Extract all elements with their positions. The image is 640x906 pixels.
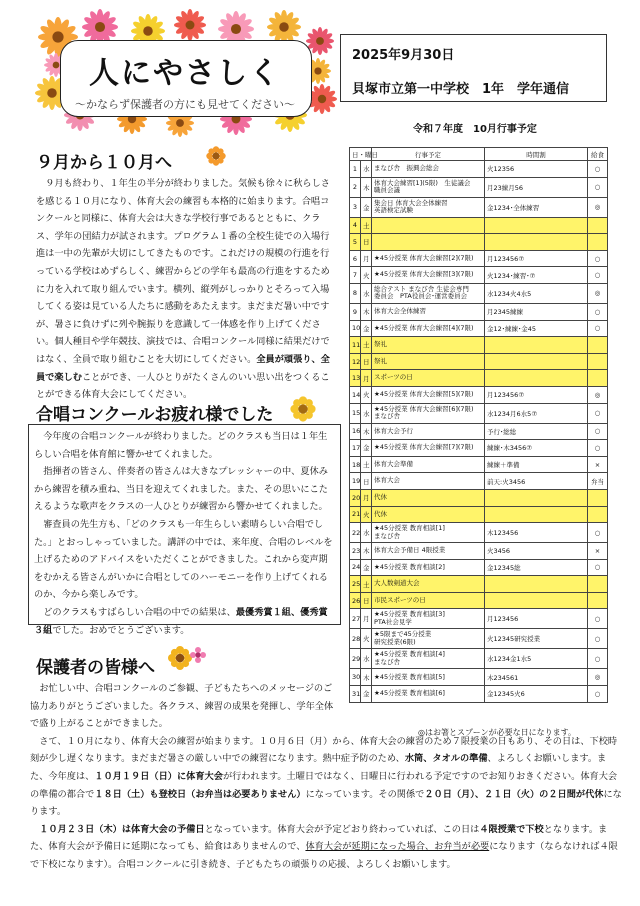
calendar-weekday: 月	[361, 609, 372, 629]
calendar-day: 10	[350, 320, 361, 337]
calendar-lunch: ◎	[588, 197, 608, 217]
calendar-event: 祭礼	[372, 337, 485, 354]
calendar-timetable	[485, 489, 588, 506]
calendar-timetable: 月2345練練	[485, 303, 588, 320]
section3-p3b: となっています。体育大会が予定どおり終わっていれば、この日は	[204, 823, 480, 835]
calendar-weekday: 土	[361, 217, 372, 234]
section3-p2f: １８日（土）も登校日（お弁当は必要ありません）	[94, 788, 306, 800]
calendar-timetable	[485, 234, 588, 251]
calendar-lunch: ×	[588, 543, 608, 560]
calendar-weekday: 月	[361, 250, 372, 267]
calendar-event: ★45分授業 体育大会練習[7](7限)	[372, 440, 485, 457]
calendar-weekday: 火	[361, 506, 372, 523]
calendar-event: ★45分授業 教育相談[5]	[372, 669, 485, 686]
section2-p3: 審査員の先生方も、「どのクラスも一年生らしい素晴らしい合唱でした。」とおっしゃっていました。講評の中では、来年度、合唱のレベルを上げるためのアドバイスをいただくことができました。これから変声期をむかえる皆さんがいかに合唱としてのハーモニーを作り上げてくれるのか、今から楽しみです。	[34, 518, 333, 601]
calendar-lunch: ◎	[588, 669, 608, 686]
section1-heading: ９月から１０月へ	[36, 153, 172, 173]
calendar-row	[350, 576, 608, 593]
calendar-weekday: 日	[361, 473, 372, 490]
calendar-timetable: 水1234火4水5	[485, 283, 588, 303]
calendar-row	[350, 303, 608, 320]
calendar-row	[350, 403, 608, 423]
calendar-event: ★45分授業 教育相談[1] まなび舎	[372, 523, 485, 543]
section3-p1: お忙しい中、合唱コンクールのご参観、子どもたちへのメッセージのご協力ありがとうございました。各クラス、練習の成果を発揮し、学年全体で盛り上がることができました。	[30, 683, 334, 730]
calendar-lunch: ○	[588, 523, 608, 543]
calendar-row	[350, 353, 608, 370]
school-name: 貝塚市立第一中学校 1年 学年通信	[352, 82, 570, 97]
calendar-lunch	[588, 489, 608, 506]
calendar-timetable: 火12345研究授業	[485, 629, 588, 649]
calendar-row	[350, 440, 608, 457]
calendar-weekday: 水	[361, 161, 372, 178]
calendar-lunch: ○	[588, 629, 608, 649]
calendar-timetable: 木234561	[485, 669, 588, 686]
calendar-day: 21	[350, 506, 361, 523]
section2-p4-end: でした。おめでとうございます。	[52, 624, 190, 636]
calendar-row	[350, 177, 608, 197]
calendar-day: 5	[350, 234, 361, 251]
calendar-weekday: 水	[361, 283, 372, 303]
calendar-event: ★45分授業 教育相談[6]	[372, 686, 485, 703]
calendar-weekday: 月	[361, 370, 372, 387]
calendar-lunch	[588, 576, 608, 593]
calendar-row	[350, 283, 608, 303]
calendar-lunch: ○	[588, 320, 608, 337]
calendar-row	[350, 686, 608, 703]
calendar-timetable	[485, 337, 588, 354]
calendar-day: 22	[350, 523, 361, 543]
calendar-row	[350, 370, 608, 387]
calendar-lunch	[588, 353, 608, 370]
calendar-day: 18	[350, 456, 361, 473]
calendar-lunch: ×	[588, 456, 608, 473]
calendar-day: 1	[350, 161, 361, 178]
calendar-row	[350, 320, 608, 337]
calendar-weekday: 火	[361, 267, 372, 284]
page-title: 人にやさしく	[89, 56, 281, 91]
calendar-day: 30	[350, 669, 361, 686]
calendar-event: 体育大会予備日 4限授業	[372, 543, 485, 560]
calendar-event	[372, 217, 485, 234]
issue-date: 2025年9月30日	[352, 48, 455, 63]
calendar-event: ★45分授業 教育相談[2]	[372, 559, 485, 576]
calendar-timetable: 金12345総	[485, 559, 588, 576]
calendar-weekday: 水	[361, 523, 372, 543]
calendar-timetable	[485, 576, 588, 593]
calendar-event: ★45分授業 体育大会練習[5](7限)	[372, 386, 485, 403]
calendar-lunch	[588, 217, 608, 234]
section3-p2e: が行われます。土曜日ではなく、日曜日に行われる予定ですのでお知りおきください。体育大会の準備の都合で	[30, 770, 618, 800]
calendar-day: 28	[350, 629, 361, 649]
calendar-row	[350, 669, 608, 686]
calendar-header-lunch: 給食	[588, 148, 608, 161]
section2-p2: 指揮者の皆さん、伴奏者の皆さんは大きなプレッシャーの中、夏休みから練習を積み重ね、当日を迎えてくれました。また、その思いにこたえるような歌声をクラスの一人ひとりが練習から響かせてくれました。	[34, 466, 328, 513]
calendar-event: ★45分授業 体育大会練習[6](7限) まなび舎	[372, 403, 485, 423]
section3-heading: 保護者の皆様へ	[36, 658, 155, 678]
calendar-weekday: 水	[361, 649, 372, 669]
calendar-lunch: ◎	[588, 386, 608, 403]
calendar-row	[350, 161, 608, 178]
calendar-timetable: 予行･総総	[485, 423, 588, 440]
calendar-weekday: 金	[361, 320, 372, 337]
section3-body	[30, 680, 622, 874]
calendar-event: 代休	[372, 506, 485, 523]
calendar-title: 令和７年度 10月行事予定	[413, 124, 537, 135]
calendar-lunch	[588, 370, 608, 387]
calendar-lunch: ○	[588, 686, 608, 703]
calendar-timetable: 月123456	[485, 609, 588, 629]
calendar-lunch: 弁当	[588, 473, 608, 490]
calendar-day: 15	[350, 403, 361, 423]
calendar-weekday: 火	[361, 629, 372, 649]
calendar-lunch: ○	[588, 267, 608, 284]
calendar-timetable: 練練＋準備	[485, 456, 588, 473]
calendar-day: 29	[350, 649, 361, 669]
section3-p2i: になります。	[30, 788, 622, 818]
section2-p4: どのクラスもすばらしい合唱の中での結果は、	[43, 606, 236, 618]
calendar-day: 12	[350, 353, 361, 370]
calendar-weekday: 月	[361, 489, 372, 506]
calendar-day: 17	[350, 440, 361, 457]
calendar-lunch: ○	[588, 303, 608, 320]
calendar-header-timetable: 時間割	[485, 148, 588, 161]
section3-p3d: となります。また、体育大会が予備日に延期になっても、給食はありませんので、	[30, 823, 608, 853]
calendar-timetable	[485, 506, 588, 523]
section3-p3f: になります（ならなければ４限で下校になります）。合唱コンクールに引き続き、子どもたちの頑張りの応援、よろしくお願いします。	[30, 841, 618, 870]
flower-icon	[206, 146, 226, 170]
award-result: 最優秀賞１組、優秀賞３組	[34, 606, 328, 636]
flower-icon	[290, 396, 316, 426]
calendar-weekday: 金	[361, 686, 372, 703]
calendar-row	[350, 523, 608, 543]
section3-p2a: さて、１０月になり、体育大会の練習が始まります。１０月６日（月）から、体育大会の練習のため７限授業の日もあり、その日は、下校時刻が少し遅くなります。まだまだ暑さの厳しい中での練習になります。熱中症予防のため、	[30, 735, 618, 765]
calendar-timetable: 月23練月56	[485, 177, 588, 197]
calendar-header-day: 日・曜日	[350, 148, 372, 161]
calendar-event: まなび舎 振興会総会	[372, 161, 485, 178]
calendar-lunch	[588, 506, 608, 523]
calendar-weekday: 土	[361, 337, 372, 354]
calendar-day: 2	[350, 177, 361, 197]
calendar-lunch: ○	[588, 423, 608, 440]
section3-p2d: １０月１９日（日）に体育大会	[94, 770, 223, 782]
calendar-row	[350, 386, 608, 403]
flower-icon	[168, 644, 208, 676]
calendar-timetable	[485, 370, 588, 387]
calendar-weekday: 金	[361, 440, 372, 457]
calendar-lunch: ○	[588, 440, 608, 457]
calendar-day: 14	[350, 386, 361, 403]
calendar-timetable: 金1234･全体練習	[485, 197, 588, 217]
calendar-timetable: 前天:火3456	[485, 473, 588, 490]
calendar-row	[350, 456, 608, 473]
calendar-row	[350, 423, 608, 440]
section2-body	[34, 428, 334, 639]
section1-text-end: ことができ、一人ひとりがたくさんのいい思い出をつくることができる体育大会にしてください。	[36, 371, 330, 401]
calendar-timetable	[485, 217, 588, 234]
calendar-event: 大人数剣道大会	[372, 576, 485, 593]
calendar-event: 体育大会練習[1](5限) 生徒議会 職員会議	[372, 177, 485, 197]
calendar-row	[350, 473, 608, 490]
calendar-lunch: ◎	[588, 283, 608, 303]
calendar-event: 体育大会全体練習	[372, 303, 485, 320]
calendar-weekday: 金	[361, 559, 372, 576]
calendar-weekday: 水	[361, 403, 372, 423]
calendar-weekday: 日	[361, 234, 372, 251]
calendar-timetable: 火1234･練習･⑦	[485, 267, 588, 284]
calendar-row	[350, 234, 608, 251]
calendar-weekday: 木	[361, 669, 372, 686]
calendar-lunch: ○	[588, 250, 608, 267]
calendar-event: ★45分授業 体育大会練習[2](7限)	[372, 250, 485, 267]
calendar-lunch	[588, 337, 608, 354]
calendar-event: 体育大会	[372, 473, 485, 490]
calendar-day: 27	[350, 609, 361, 629]
calendar-day: 13	[350, 370, 361, 387]
calendar-day: 6	[350, 250, 361, 267]
calendar-event: 集会日 体育大会全体練習 英語検定試験	[372, 197, 485, 217]
section3-p3a: １０月２３日（木）は体育大会の予備日	[39, 823, 205, 835]
calendar-lunch: ○	[588, 177, 608, 197]
calendar-weekday: 火	[361, 386, 372, 403]
calendar-day: 31	[350, 686, 361, 703]
calendar-row	[350, 217, 608, 234]
calendar-row	[350, 559, 608, 576]
section3-p3c: ４限授業で下校	[479, 823, 544, 835]
calendar-day: 8	[350, 283, 361, 303]
calendar-row	[350, 609, 608, 629]
calendar-event: 体育大会準備	[372, 456, 485, 473]
calendar-lunch	[588, 592, 608, 609]
calendar-weekday: 金	[361, 197, 372, 217]
calendar-day: 11	[350, 337, 361, 354]
calendar-timetable	[485, 353, 588, 370]
calendar-row	[350, 543, 608, 560]
calendar-lunch: ○	[588, 559, 608, 576]
calendar-row	[350, 250, 608, 267]
calendar-row	[350, 197, 608, 217]
calendar-day: 26	[350, 592, 361, 609]
calendar-event: 祭礼	[372, 353, 485, 370]
calendar-lunch: ○	[588, 649, 608, 669]
calendar-event: ★45分授業 教育相談[3] PTA社会見学	[372, 609, 485, 629]
calendar-note: ◎はお箸とスプーンが必要な日になります。	[418, 728, 576, 737]
calendar-weekday: 日	[361, 353, 372, 370]
calendar-event: 市民スポーツの日	[372, 592, 485, 609]
calendar-row	[350, 629, 608, 649]
calendar-timetable: 木123456	[485, 523, 588, 543]
calendar-weekday: 日	[361, 592, 372, 609]
section3-p2b: 水筒、タオルの準備	[404, 753, 488, 765]
calendar-day: 24	[350, 559, 361, 576]
calendar-timetable: 火3456	[485, 543, 588, 560]
section3-p2g: になっています。その関係で	[305, 788, 425, 800]
section1-bold: 全員が頑張り、全員で楽しむ	[36, 353, 330, 383]
calendar-weekday: 土	[361, 456, 372, 473]
section3-p2c: 、よろしくお願いします。また、今年度は、	[30, 753, 607, 782]
calendar-event: スポーツの日	[372, 370, 485, 387]
calendar-timetable: 水1234月6水5⑦	[485, 403, 588, 423]
calendar-table	[349, 147, 608, 703]
calendar-weekday: 木	[361, 177, 372, 197]
calendar-day: 23	[350, 543, 361, 560]
calendar-event: 総合テスト まなび舎 生徒会専門 委員会 PTA役員会･運営委員会	[372, 283, 485, 303]
calendar-day: 20	[350, 489, 361, 506]
calendar-lunch: ○	[588, 403, 608, 423]
calendar-timetable	[485, 592, 588, 609]
calendar-event: ★45分授業 体育大会練習[4](7限)	[372, 320, 485, 337]
calendar-timetable: 水1234金1水5	[485, 649, 588, 669]
calendar-timetable: 金12･練練･金45	[485, 320, 588, 337]
calendar-timetable: 火12356	[485, 161, 588, 178]
calendar-weekday: 木	[361, 543, 372, 560]
calendar-timetable: 月123456⑦	[485, 250, 588, 267]
calendar-event: ★45分授業 教育相談[4] まなび舎	[372, 649, 485, 669]
calendar-day: 3	[350, 197, 361, 217]
calendar-timetable: 金12345火6	[485, 686, 588, 703]
calendar-row	[350, 649, 608, 669]
calendar-day: 9	[350, 303, 361, 320]
page-subtitle: 〜かならず保護者の方にも見せてください〜	[75, 98, 295, 111]
calendar-day: 25	[350, 576, 361, 593]
calendar-weekday: 土	[361, 576, 372, 593]
calendar-row	[350, 592, 608, 609]
section2-p1: 今年度の合唱コンクールが終わりました。どのクラスも当日は１年生らしい合唱を体育館に響かせてくれました。	[34, 431, 328, 460]
calendar-event: 代休	[372, 489, 485, 506]
calendar-header-event: 行事予定	[372, 148, 485, 161]
calendar-weekday: 木	[361, 303, 372, 320]
calendar-row	[350, 489, 608, 506]
calendar-weekday: 木	[361, 423, 372, 440]
calendar-header-row	[350, 148, 608, 161]
calendar-event: 体育大会予行	[372, 423, 485, 440]
calendar-lunch: ○	[588, 609, 608, 629]
calendar-timetable: 練練･木3456⑦	[485, 440, 588, 457]
calendar-event: ★5限まで45分授業 研究授業(6限)	[372, 629, 485, 649]
section1-text: ９月も終わり、１年生の半分が終わりました。気候も徐々に秋らしさを感じる１０月になり、体育大会の練習も本格的に始まります。合唱コンクールと同様に、体育大会は大きな学校行事であるとともに、クラス、学年の団結力が試されます。プログラム１番の全校生徒での入場行進は一中の先輩が大切にしてきたものです。これだけの規模の行進を行っている学校はめずらしく、練習からどの学年も最高の行進をするために力を入れて取り組んでいます。横列、縦列がしっかりとそろって入場してくる姿は見ている人たちに感動をあたえます。まだまだ暑い中ですが、暑さに負けずに列や腕振りを意識して一体感を作り上げてください。個人種目や学年競技、演技では、合唱コンクール同様に結果だけではなく、全員で取り組むことを大切にしてください。	[36, 178, 330, 365]
section2-heading: 合唱コンクールお疲れ様でした	[36, 405, 274, 425]
calendar-day: 16	[350, 423, 361, 440]
calendar-day: 19	[350, 473, 361, 490]
calendar-timetable: 月123456⑦	[485, 386, 588, 403]
section3-p3e: 体育大会が延期になった場合、お弁当が必要	[305, 841, 490, 853]
calendar-event: ★45分授業 体育大会練習[3](7限)	[372, 267, 485, 284]
calendar-row	[350, 337, 608, 354]
section3-p2h: ２０日（月）、２１日（火）の２日間が代休	[424, 788, 604, 800]
calendar-row	[350, 267, 608, 284]
calendar-day: 7	[350, 267, 361, 284]
section1-body	[36, 175, 338, 404]
calendar-row	[350, 506, 608, 523]
calendar-day: 4	[350, 217, 361, 234]
calendar-lunch: ○	[588, 161, 608, 178]
calendar-event	[372, 234, 485, 251]
calendar-lunch	[588, 234, 608, 251]
